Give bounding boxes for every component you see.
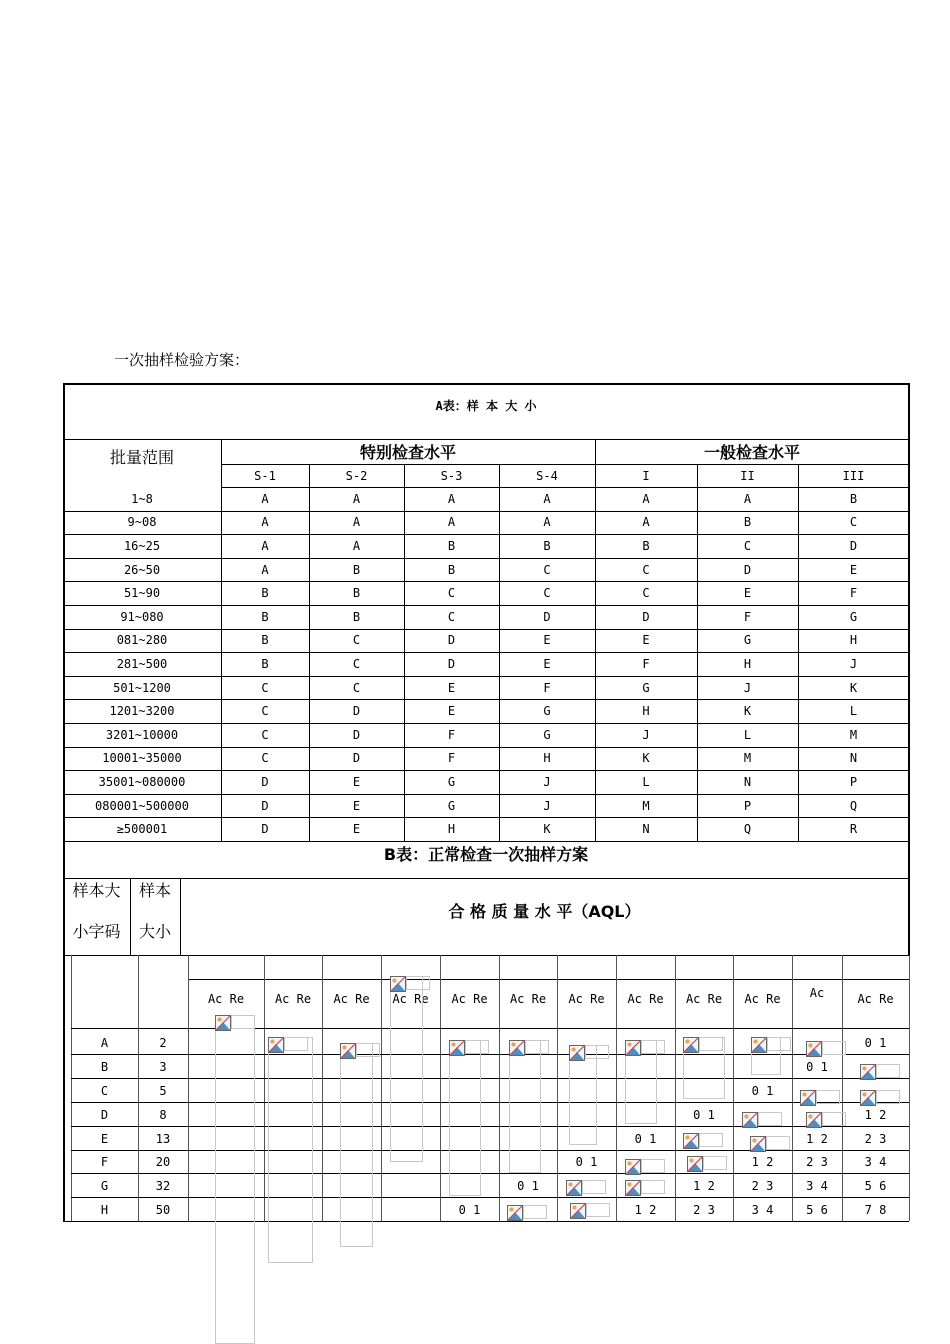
broken-image-icon [449, 1040, 465, 1056]
code-letter-cell: D [543, 609, 551, 624]
sample-code-cell: F [100, 1155, 109, 1170]
lot-range-cell: 501~1200 [113, 680, 171, 695]
code-letter-cell: F [743, 609, 752, 624]
size-header-line1: 样本 [138, 881, 171, 900]
code-letter-cell: B [261, 609, 269, 624]
grid-outer-line [63, 955, 65, 1221]
acre-label: Ac Re [627, 992, 664, 1006]
broken-image-icon [683, 1133, 699, 1149]
code-letter-cell: L [642, 775, 650, 789]
lot-range-cell: 16~25 [123, 539, 161, 553]
code-letter-cell: E [543, 633, 551, 648]
code-letter-cell: C [447, 609, 456, 624]
code-letter-cell: G [447, 775, 456, 789]
image-placeholder-frame [465, 1040, 489, 1054]
image-placeholder-frame [816, 1090, 840, 1104]
code-letter-cell: J [543, 798, 551, 813]
code-letter-cell: J [543, 775, 551, 789]
code-letter-cell: G [743, 633, 752, 648]
broken-image-icon [751, 1037, 767, 1053]
code-letter-cell: B [447, 562, 456, 577]
code-header-line1: 样本大 [72, 881, 121, 900]
broken-image-icon [566, 1180, 582, 1196]
code-letter-cell: M [642, 798, 650, 813]
table-a-row-divider [63, 629, 909, 630]
code-letter-cell: A [543, 491, 551, 506]
acre-label: Ac Re [274, 992, 312, 1006]
table-a-row-divider [63, 770, 909, 771]
code-letter-cell: A [352, 539, 361, 553]
image-placeholder-frame [284, 1037, 308, 1051]
code-letter-cell: K [543, 822, 551, 837]
sample-code-cell: B [100, 1059, 109, 1074]
code-letter-cell: G [543, 727, 551, 742]
acre-label: Ac Re [451, 992, 488, 1006]
code-letter-cell: C [642, 562, 650, 577]
code-letter-cell: C [543, 562, 551, 577]
code-letter-cell: E [352, 798, 361, 813]
acre-value-cell: 3 4 [806, 1179, 828, 1194]
sample-code-cell: C [100, 1083, 109, 1098]
level-6-header: III [842, 469, 865, 483]
acre-value-cell: 2 3 [864, 1131, 887, 1146]
acre-value-cell: 0 1 [864, 1035, 887, 1050]
code-letter-cell: D [849, 539, 858, 553]
lot-range-cell: ≥500001 [116, 822, 168, 837]
broken-image-icon [687, 1156, 703, 1172]
code-letter-cell: A [642, 491, 650, 506]
lot-range-cell: 26~50 [123, 562, 161, 577]
code-letter-cell: C [447, 586, 456, 601]
broken-image-icon [860, 1090, 876, 1106]
image-placeholder-frame [406, 976, 430, 990]
code-letter-cell: K [642, 751, 650, 766]
lot-range-cell: 1201~3200 [109, 704, 175, 719]
table-b-bottom-border [63, 1221, 909, 1222]
table-a-row-divider [63, 747, 909, 748]
broken-image-icon [569, 1045, 585, 1061]
image-placeholder-frame [585, 1045, 609, 1059]
lot-range-cell: 1~8 [131, 491, 153, 506]
acre-label: Ac Re [568, 992, 605, 1006]
acre-label: Ac Re [333, 992, 370, 1006]
code-letter-cell: F [543, 680, 551, 695]
code-letter-cell: K [849, 680, 858, 695]
sample-code-cell: G [100, 1179, 109, 1194]
code-letter-cell: Q [743, 822, 752, 837]
code-letter-cell: B [642, 539, 650, 553]
code-letter-cell: A [543, 515, 551, 530]
code-letter-cell: A [447, 491, 456, 506]
size-header-line2: 大小 [138, 922, 171, 941]
sample-size-cell: 20 [155, 1155, 171, 1170]
table-a-row-divider [63, 723, 909, 724]
code-letter-cell: E [642, 633, 650, 648]
code-letter-cell: A [352, 515, 361, 530]
acre-value-cell: 0 1 [693, 1107, 715, 1122]
code-letter-cell: L [743, 727, 752, 742]
table-a-row-divider [63, 699, 909, 700]
code-letter-cell: J [642, 727, 650, 742]
code-letter-cell: C [543, 586, 551, 601]
grid-col-line [909, 955, 910, 1221]
code-letter-cell: E [849, 562, 858, 577]
broken-image-icon [625, 1159, 641, 1175]
lot-range-cell: 51~90 [123, 586, 161, 601]
sample-size-cell: 8 [159, 1107, 167, 1122]
aql-header: 合 格 质 量 水 平（AQL） [448, 902, 641, 921]
lot-range-cell: 35001~080000 [98, 775, 186, 789]
broken-image-icon [860, 1064, 876, 1080]
image-placeholder-frame [876, 1064, 900, 1078]
code-letter-cell: D [447, 657, 456, 671]
code-letter-cell: M [849, 727, 858, 742]
code-letter-cell: F [849, 586, 858, 601]
code-letter-cell: B [543, 539, 551, 553]
acre-value-cell: 1 2 [864, 1107, 887, 1122]
image-placeholder-frame [641, 1180, 665, 1194]
table-b-row-divider [71, 1078, 909, 1079]
acre-label: Ac Re [392, 992, 429, 1006]
acre-label: Ac Re [509, 992, 547, 1006]
code-letter-cell: B [352, 562, 361, 577]
image-placeholder-frame [703, 1156, 727, 1170]
code-letter-cell: D [642, 609, 650, 624]
level-5-header: II [740, 469, 755, 483]
image-placeholder-frame [766, 1136, 790, 1150]
image-placeholder-frame [356, 1043, 380, 1057]
code-letter-cell: Q [849, 798, 858, 813]
acre-value-cell: 0 1 [806, 1059, 828, 1074]
code-letter-cell: D [447, 633, 456, 648]
image-placeholder-frame [231, 1015, 255, 1029]
table-b-title-divider [63, 878, 909, 879]
image-placeholder-frame [699, 1133, 723, 1147]
broken-image-icon [625, 1040, 641, 1056]
table-a-row-divider [63, 605, 909, 606]
image-placeholder-frame [523, 1205, 547, 1219]
sample-code-cell: E [100, 1131, 109, 1146]
table-b-row-divider [71, 1150, 909, 1151]
image-placeholder-frame [268, 1037, 313, 1263]
acre-value-cell: 2 3 [806, 1155, 828, 1170]
acre-value-cell: 5 6 [864, 1179, 887, 1194]
code-letter-cell: G [543, 704, 551, 719]
table-a-top-border [63, 383, 910, 385]
code-letter-cell: E [543, 657, 551, 671]
code-letter-cell: A [261, 539, 269, 553]
table-b-row-divider [71, 1054, 909, 1055]
acre-label: Ac Re [857, 992, 894, 1006]
code-letter-cell: F [447, 751, 456, 766]
code-letter-cell: E [352, 822, 361, 837]
level-4-header: I [642, 469, 650, 483]
image-placeholder-frame [758, 1112, 782, 1126]
lot-range-cell: 3201~10000 [105, 727, 179, 742]
table-a-row-divider [63, 676, 909, 677]
acre-value-cell: 1 2 [751, 1155, 774, 1170]
code-letter-cell: P [743, 798, 752, 813]
code-letter-cell: A [743, 491, 752, 506]
code-letter-cell: D [261, 798, 269, 813]
broken-image-icon [507, 1205, 523, 1221]
sample-size-cell: 2 [159, 1035, 167, 1050]
broken-image-icon [625, 1180, 641, 1196]
code-letter-cell: D [261, 822, 269, 837]
code-letter-cell: D [352, 704, 361, 719]
code-letter-cell: F [447, 727, 456, 742]
code-letter-cell: C [261, 751, 269, 766]
sample-size-cell: 32 [155, 1179, 171, 1194]
table-a-row-divider [63, 652, 909, 653]
sample-size-cell: 13 [155, 1131, 171, 1146]
acre-value-cell: 3 4 [751, 1203, 774, 1218]
acre-value-cell: 1 2 [806, 1131, 828, 1146]
code-letter-cell: G [849, 609, 858, 624]
code-letter-cell: B [352, 586, 361, 601]
code-letter-cell: C [261, 680, 269, 695]
code-letter-cell: A [261, 562, 269, 577]
image-placeholder-frame [822, 1112, 846, 1126]
code-letter-cell: C [261, 704, 269, 719]
special-level-header: 特别检查水平 [359, 443, 456, 462]
broken-image-icon [742, 1112, 758, 1128]
table-b-row-divider [71, 1126, 909, 1127]
code-letter-cell: F [642, 657, 650, 671]
image-placeholder-frame [340, 1043, 373, 1247]
code-letter-cell: L [849, 704, 858, 719]
lot-range-cell: 281~500 [116, 657, 168, 671]
table-a-header-divider [221, 487, 909, 488]
code-letter-cell: H [543, 751, 551, 766]
code-letter-cell: C [261, 727, 269, 742]
code-letter-cell: B [849, 491, 858, 506]
code-letter-cell: H [642, 704, 650, 719]
image-placeholder-frame [390, 976, 423, 1162]
image-placeholder-frame [641, 1040, 665, 1054]
acre-label: Ac Re [744, 992, 781, 1006]
table-a-row-divider [63, 817, 909, 818]
aql-subheader-divider [188, 979, 909, 980]
acre-header-divider [71, 1028, 909, 1029]
code-letter-cell: M [743, 751, 752, 766]
image-placeholder-frame [876, 1090, 900, 1104]
code-letter-cell: E [743, 586, 752, 601]
code-letter-cell: C [352, 657, 361, 671]
table-a-row-divider [63, 558, 909, 559]
code-header-line2: 小字码 [72, 922, 121, 941]
table-b-row-divider [71, 1173, 909, 1174]
code-letter-cell: B [743, 515, 752, 530]
code-letter-cell: N [849, 751, 858, 766]
general-level-header: 一般检查水平 [703, 443, 800, 462]
code-letter-cell: H [743, 657, 752, 671]
image-placeholder-frame [449, 1040, 481, 1196]
lot-range-cell: 91~080 [120, 609, 164, 624]
lot-range-cell: 081~280 [116, 633, 168, 648]
code-letter-cell: H [849, 633, 858, 648]
acre-value-cell: 5 6 [806, 1203, 828, 1218]
code-letter-cell: A [447, 515, 456, 530]
table-a-title: A表：样 本 大 小 [435, 399, 537, 413]
acre-value-cell: 7 8 [864, 1203, 887, 1218]
broken-image-icon [340, 1043, 356, 1059]
code-letter-cell: G [447, 798, 456, 813]
code-letter-cell: K [743, 704, 752, 719]
table-a-title-divider [63, 439, 909, 440]
lot-range-cell: 10001~35000 [102, 751, 182, 766]
lot-range-cell: 9~08 [127, 515, 157, 530]
code-letter-cell: R [849, 822, 858, 837]
code-letter-cell: C [642, 586, 650, 601]
code-letter-cell: D [352, 727, 361, 742]
table-b-row-divider [71, 1197, 909, 1198]
code-letter-cell: B [261, 586, 269, 601]
code-letter-cell: D [261, 775, 269, 789]
image-placeholder-frame [509, 1040, 541, 1173]
code-letter-cell: N [642, 822, 650, 837]
broken-image-icon [683, 1037, 699, 1053]
acre-value-cell: 1 2 [693, 1179, 715, 1194]
acre-value-cell: 1 2 [634, 1203, 657, 1218]
code-letter-cell: C [352, 633, 361, 648]
table-a-row-divider [63, 511, 909, 512]
table-a-row-divider [63, 794, 909, 795]
broken-image-icon [268, 1037, 284, 1053]
code-letter-cell: B [352, 609, 361, 624]
level-1-header: S-2 [345, 469, 368, 483]
code-letter-cell: A [352, 491, 361, 506]
image-placeholder-frame [767, 1037, 791, 1051]
code-letter-cell: A [642, 515, 650, 530]
sample-code-cell: A [100, 1035, 109, 1050]
image-placeholder-frame [699, 1037, 723, 1051]
level-2-header: S-3 [440, 469, 463, 483]
code-letter-cell: G [642, 680, 650, 695]
acre-value-cell: 2 3 [693, 1203, 715, 1218]
image-placeholder-frame [215, 1015, 255, 1344]
table-b-header-bottom [63, 955, 909, 956]
sample-size-cell: 3 [159, 1059, 167, 1074]
lot-range-cell: 080001~500000 [95, 798, 189, 813]
acre-label: Ac Re [207, 992, 245, 1006]
level-3-header: S-4 [536, 469, 558, 483]
code-letter-cell: H [447, 822, 456, 837]
code-letter-cell: C [849, 515, 858, 530]
image-placeholder-frame [525, 1040, 549, 1054]
code-letter-cell: A [261, 491, 269, 506]
sample-size-cell: 50 [155, 1203, 171, 1218]
broken-image-icon [806, 1112, 822, 1128]
code-letter-cell: A [261, 515, 269, 530]
code-letter-cell: C [743, 539, 752, 553]
code-letter-cell: E [447, 704, 456, 719]
code-letter-cell: J [743, 680, 752, 695]
table-a-bottom-border [63, 841, 909, 842]
code-letter-cell: B [447, 539, 456, 553]
image-placeholder-frame [641, 1159, 665, 1173]
code-letter-cell: B [261, 657, 269, 671]
acre-value-cell: 0 1 [634, 1131, 657, 1146]
table-a-row-divider [63, 534, 909, 535]
acre-label: Ac Re [685, 992, 723, 1006]
acre-value-cell: 0 1 [575, 1155, 598, 1170]
broken-image-icon [390, 976, 406, 992]
table-b-title: B表：正常检查一次抽样方案 [383, 845, 589, 864]
acre-value-cell: 2 3 [751, 1179, 774, 1194]
sample-code-cell: D [100, 1107, 109, 1122]
lot-range-header: 批量范围 [109, 448, 174, 467]
image-placeholder-frame [822, 1041, 846, 1055]
image-placeholder-frame [582, 1180, 606, 1194]
code-letter-cell: C [352, 680, 361, 695]
broken-image-icon [806, 1041, 822, 1057]
broken-image-icon [800, 1090, 816, 1106]
broken-image-icon [750, 1136, 766, 1152]
sample-size-cell: 5 [159, 1083, 167, 1098]
table-a-level-divider [221, 464, 909, 465]
acre-value-cell: 0 1 [751, 1083, 774, 1098]
code-letter-cell: B [261, 633, 269, 648]
code-letter-cell: D [743, 562, 752, 577]
broken-image-icon [509, 1040, 525, 1056]
code-letter-cell: E [352, 775, 361, 789]
code-letter-cell: N [743, 775, 752, 789]
code-letter-cell: D [352, 751, 361, 766]
code-letter-cell: J [849, 657, 858, 671]
broken-image-icon [215, 1015, 231, 1031]
page-heading: 一次抽样检验方案： [114, 351, 250, 369]
table-b-row-divider [71, 1102, 909, 1103]
acre-label: Ac [809, 986, 825, 1000]
table-a-row-divider [63, 581, 909, 582]
code-letter-cell: P [849, 775, 858, 789]
acre-value-cell: 0 1 [517, 1179, 539, 1194]
sample-code-cell: H [100, 1203, 109, 1218]
acre-value-cell: 0 1 [458, 1203, 481, 1218]
code-letter-cell: E [447, 680, 456, 695]
image-placeholder-frame [586, 1203, 610, 1217]
level-0-header: S-1 [254, 469, 276, 483]
acre-value-cell: 3 4 [864, 1155, 887, 1170]
broken-image-icon [570, 1203, 586, 1219]
